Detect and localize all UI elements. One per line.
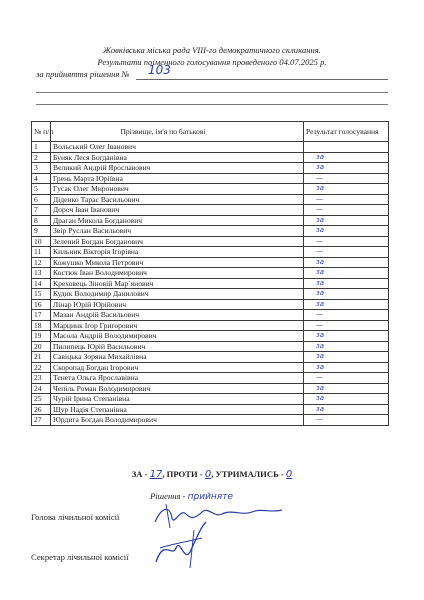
- tally-for-value: 17: [149, 469, 163, 480]
- blank-line: [36, 92, 388, 93]
- row-name: Скоропад Богдан Ігорович: [51, 362, 304, 373]
- table-row: [32, 278, 389, 289]
- row-vote: [304, 142, 389, 153]
- row-name: Звір Руслан Васильович: [51, 226, 304, 237]
- row-name: Кудик Володимир Данилович: [51, 289, 304, 300]
- row-number: 27: [32, 415, 51, 426]
- row-number: 21: [32, 352, 51, 363]
- table-row: [32, 257, 389, 268]
- row-vote: —: [304, 310, 389, 321]
- tally-against-label: , ПРОТИ -: [162, 469, 203, 479]
- row-name: Зелений Богдан Богданович: [51, 236, 304, 247]
- tally-for-label: ЗА -: [131, 469, 148, 479]
- row-vote: за: [304, 362, 389, 373]
- row-vote: —: [304, 194, 389, 205]
- table-row: [32, 341, 389, 352]
- row-number: 13: [32, 268, 51, 279]
- row-number: 9: [32, 226, 51, 237]
- table-row: [32, 152, 389, 163]
- tally-abstain-value: 0: [285, 469, 293, 480]
- row-name: Юрдига Богдан Володимирович: [51, 415, 304, 426]
- decision-number: 103: [148, 63, 171, 77]
- row-number: 1: [32, 142, 51, 153]
- row-number: 22: [32, 362, 51, 373]
- row-number: 17: [32, 310, 51, 321]
- row-vote: за: [304, 278, 389, 289]
- row-vote: —: [304, 320, 389, 331]
- row-vote: за: [304, 331, 389, 342]
- blank-line: [36, 104, 388, 105]
- table-row: [32, 142, 389, 153]
- row-number: 18: [32, 320, 51, 331]
- table-row: [32, 404, 389, 415]
- table-row: [32, 331, 389, 342]
- row-number: 8: [32, 215, 51, 226]
- table-body: [32, 142, 389, 426]
- vote-tally: [0, 469, 424, 480]
- row-vote: за: [304, 163, 389, 174]
- row-name: Великий Андрій Ярославович: [51, 163, 304, 174]
- table-row: [32, 215, 389, 226]
- row-number: 25: [32, 394, 51, 405]
- table-row: [32, 373, 389, 384]
- header-number: № п/п: [32, 122, 51, 142]
- row-name: Дороч Іван Іванович: [51, 205, 304, 216]
- table-row: [32, 394, 389, 405]
- chair-label: Голова лічильної комісії: [31, 512, 120, 522]
- row-name: Пилипець Юрій Васильович: [51, 341, 304, 352]
- row-vote: за: [304, 226, 389, 237]
- row-name: Савіцька Зоряна Михайлівна: [51, 352, 304, 363]
- row-number: 2: [32, 152, 51, 163]
- row-name: Чурій Ірина Степанівна: [51, 394, 304, 405]
- row-vote: —: [304, 236, 389, 247]
- row-vote: —: [304, 373, 389, 384]
- decision-outcome-label: Рішення -: [150, 491, 186, 501]
- table-row: [32, 415, 389, 426]
- council-title: Жовківська міська рада VIII-го демократичного скликання.: [103, 45, 321, 55]
- table-row: [32, 362, 389, 373]
- row-name: Креховець Зіновій Мар`янович: [51, 278, 304, 289]
- row-name: Драган Микола Богданович: [51, 215, 304, 226]
- row-number: 5: [32, 184, 51, 195]
- header-name: Прізвище, ім'я по батькові: [51, 122, 304, 142]
- row-name: Тенета Ольга Ярославівна: [51, 373, 304, 384]
- row-vote: за: [304, 152, 389, 163]
- row-number: 23: [32, 373, 51, 384]
- row-number: 7: [32, 205, 51, 216]
- table-row: [32, 352, 389, 363]
- row-name: Гусак Олег Миронович: [51, 184, 304, 195]
- row-number: 3: [32, 163, 51, 174]
- table-row: [32, 173, 389, 184]
- row-name: Марцинк Ігор Григорович: [51, 320, 304, 331]
- table-header-row: [32, 122, 389, 142]
- row-number: 26: [32, 404, 51, 415]
- row-name: Мазан Андрій Васильович: [51, 310, 304, 321]
- row-number: 19: [32, 331, 51, 342]
- table-row: [32, 194, 389, 205]
- row-number: 24: [32, 383, 51, 394]
- row-vote: за: [304, 394, 389, 405]
- table-row: [32, 247, 389, 258]
- row-vote: —: [304, 173, 389, 184]
- secretary-label: Секретар лічильної комісії: [31, 552, 129, 562]
- row-number: 15: [32, 289, 51, 300]
- row-vote: за: [304, 268, 389, 279]
- row-name: Чепіль Роман Володимирович: [51, 383, 304, 394]
- table-row: [32, 289, 389, 300]
- table-row: [32, 236, 389, 247]
- decision-number-label: за прийняття рішення №: [36, 69, 130, 79]
- row-name: Костюк Іван Володимирович: [51, 268, 304, 279]
- row-vote: за: [304, 184, 389, 195]
- table-row: [32, 310, 389, 321]
- row-name: Грень Марта Юріївна: [51, 173, 304, 184]
- decision-outcome-value: прийняте: [187, 492, 234, 502]
- table-row: [32, 163, 389, 174]
- row-number: 4: [32, 173, 51, 184]
- row-vote: за: [304, 289, 389, 300]
- row-vote: за: [304, 404, 389, 415]
- decision-underline: [136, 79, 388, 80]
- row-vote: за: [304, 257, 389, 268]
- row-number: 12: [32, 257, 51, 268]
- row-vote: —: [304, 415, 389, 426]
- row-vote: за: [304, 215, 389, 226]
- row-vote: за: [304, 352, 389, 363]
- tally-against-value: 0: [204, 469, 212, 480]
- voting-results-title: Результати поіменного голосування проведеного 04.07.2025 р.: [97, 57, 327, 67]
- table-row: [32, 383, 389, 394]
- row-number: 16: [32, 299, 51, 310]
- row-number: 10: [32, 236, 51, 247]
- table-row: [32, 320, 389, 331]
- row-name: Діденко Тарас Васильович: [51, 194, 304, 205]
- header-result: Результат голосування: [304, 122, 389, 142]
- row-name: Масола Андрій Володимирович: [51, 331, 304, 342]
- roll-call-table: [31, 121, 389, 426]
- decision-number-row: [36, 63, 388, 81]
- row-name: Щур Надія Степанівна: [51, 404, 304, 415]
- row-name: Кильник Вікторія Ігорівна: [51, 247, 304, 258]
- row-name: Буняк Леся Богданівна: [51, 152, 304, 163]
- row-name: Кожушко Микола Петрович: [51, 257, 304, 268]
- row-name: Вольський Олег Іванович: [51, 142, 304, 153]
- table-row: [32, 184, 389, 195]
- row-number: 14: [32, 278, 51, 289]
- row-number: 6: [32, 194, 51, 205]
- row-name: Лінар Юрій Юрійович: [51, 299, 304, 310]
- table-row: [32, 226, 389, 237]
- row-number: 20: [32, 341, 51, 352]
- row-vote: за: [304, 299, 389, 310]
- row-vote: за: [304, 341, 389, 352]
- secretary-signature: [150, 518, 220, 570]
- table-row: [32, 205, 389, 216]
- row-vote: за: [304, 383, 389, 394]
- row-vote: —: [304, 247, 389, 258]
- row-number: 11: [32, 247, 51, 258]
- table-row: [32, 299, 389, 310]
- tally-abstain-label: , УТРИМАЛИСЬ -: [211, 469, 284, 479]
- row-vote: —: [304, 205, 389, 216]
- table-row: [32, 268, 389, 279]
